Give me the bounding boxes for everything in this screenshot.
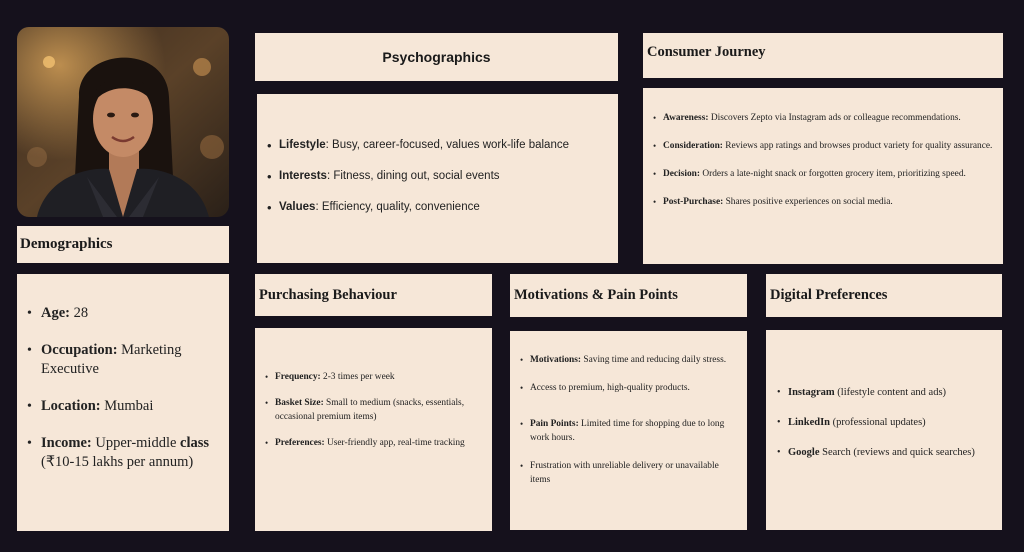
list-item	[275, 370, 486, 384]
purchasing-behaviour-list	[255, 328, 492, 450]
list-item	[788, 445, 996, 460]
list-item	[663, 139, 993, 153]
delivery-frustration-value: Frustration with unreliable delivery or unavailable items	[530, 461, 719, 485]
age-value: 28	[70, 305, 89, 321]
consumer-journey-title-card	[643, 33, 1003, 78]
basket-size-value: Small to medium (snacks, essentials, occasional premium items)	[275, 398, 465, 422]
motivations-value: Saving time and reducing daily stress.	[581, 355, 727, 365]
consideration-label: Consideration:	[663, 141, 723, 151]
premium-access-value: Access to premium, high-quality products.	[530, 383, 690, 393]
list-item	[530, 353, 739, 367]
values-label: Values	[279, 201, 316, 213]
consideration-value: Reviews app ratings and browses product variety for quality assurance.	[722, 141, 993, 151]
frequency-value: 2-3 times per week	[320, 372, 395, 382]
list-item	[788, 385, 996, 400]
digital-preferences-card	[766, 330, 1002, 530]
decision-value: Orders a late-night snack or forgotten grocery item, prioritizing speed.	[699, 169, 966, 179]
occupation-value: Marketing Executive	[41, 342, 182, 377]
instagram-label: Instagram	[788, 387, 835, 398]
digital-preferences-title-card	[766, 274, 1002, 317]
list-item	[275, 396, 486, 424]
list-item	[275, 436, 486, 450]
list-item	[530, 381, 739, 395]
google-label: Google	[788, 447, 820, 458]
lifestyle-label: Lifestyle	[279, 139, 326, 151]
list-item	[41, 341, 217, 379]
psychographics-title-card	[255, 33, 618, 81]
linkedin-value: (professional updates)	[830, 417, 926, 428]
occupation-label: Occupation:	[41, 342, 118, 358]
consumer-journey-title: Consumer Journey	[647, 44, 766, 60]
list-item	[663, 111, 993, 125]
interests-value: : Fitness, dining out, social events	[326, 170, 500, 182]
demographics-list	[17, 274, 229, 472]
list-item	[41, 434, 217, 472]
frequency-label: Frequency:	[275, 372, 321, 382]
list-item	[530, 417, 739, 445]
awareness-value: Discovers Zepto via Instagram ads or colleague recommendations.	[708, 113, 961, 123]
digital-preferences-list	[766, 330, 1002, 460]
basket-size-label: Basket Size:	[275, 398, 324, 408]
list-item	[788, 415, 996, 430]
post-purchase-label: Post-Purchase:	[663, 197, 724, 207]
purchasing-behaviour-title: Purchasing Behaviour	[259, 286, 397, 303]
demographics-card	[17, 274, 229, 531]
purchasing-behaviour-card	[255, 328, 492, 531]
location-value: Mumbai	[100, 398, 154, 414]
lifestyle-value: : Busy, career-focused, values work-life balance	[325, 139, 569, 151]
preferences-value: User-friendly app, real-time tracking	[324, 438, 465, 448]
awareness-label: Awareness:	[663, 113, 709, 123]
values-value: : Efficiency, quality, convenience	[315, 201, 480, 213]
post-purchase-value: Shares positive experiences on social media.	[723, 197, 893, 207]
demographics-title-card	[17, 226, 229, 263]
list-item	[41, 304, 217, 323]
motivations-list	[510, 331, 747, 487]
instagram-value: (lifestyle content and ads)	[834, 387, 947, 398]
persona-photo	[17, 27, 229, 217]
income-value: Upper-middle	[91, 435, 181, 451]
income-label: Income:	[41, 435, 92, 451]
list-item	[663, 195, 993, 209]
list-item	[279, 138, 608, 153]
linkedin-label: LinkedIn	[788, 417, 831, 428]
psychographics-list	[257, 94, 618, 215]
motivations-title: Motivations & Pain Points	[514, 287, 678, 303]
google-value: Search (reviews and quick searches)	[819, 447, 975, 458]
pain-points-value: Limited time for shopping due to long work hours.	[530, 419, 725, 443]
income-class-label: class	[180, 435, 210, 451]
list-item	[41, 397, 217, 416]
decision-label: Decision:	[663, 169, 700, 179]
list-item	[530, 459, 739, 487]
list-item	[279, 200, 608, 215]
age-label: Age:	[41, 305, 70, 321]
purchasing-behaviour-title-card	[255, 274, 492, 316]
list-item	[663, 167, 993, 181]
motivations-title-card	[510, 274, 747, 317]
consumer-journey-list	[643, 88, 1003, 209]
psychographics-card	[257, 94, 618, 263]
psychographics-title: Psychographics	[382, 49, 491, 65]
location-label: Location:	[41, 398, 101, 414]
list-item	[279, 169, 608, 184]
digital-preferences-title: Digital Preferences	[770, 287, 888, 303]
preferences-label: Preferences:	[275, 438, 325, 448]
motivations-label: Motivations:	[530, 355, 582, 365]
consumer-journey-card	[643, 88, 1003, 264]
demographics-title: Demographics	[20, 236, 113, 252]
motivations-card	[510, 331, 747, 530]
interests-label: Interests	[279, 170, 327, 182]
pain-points-label: Pain Points:	[530, 419, 579, 429]
person-portrait-icon	[17, 27, 229, 217]
income-range: (₹10-15 lakhs per annum)	[41, 454, 194, 470]
